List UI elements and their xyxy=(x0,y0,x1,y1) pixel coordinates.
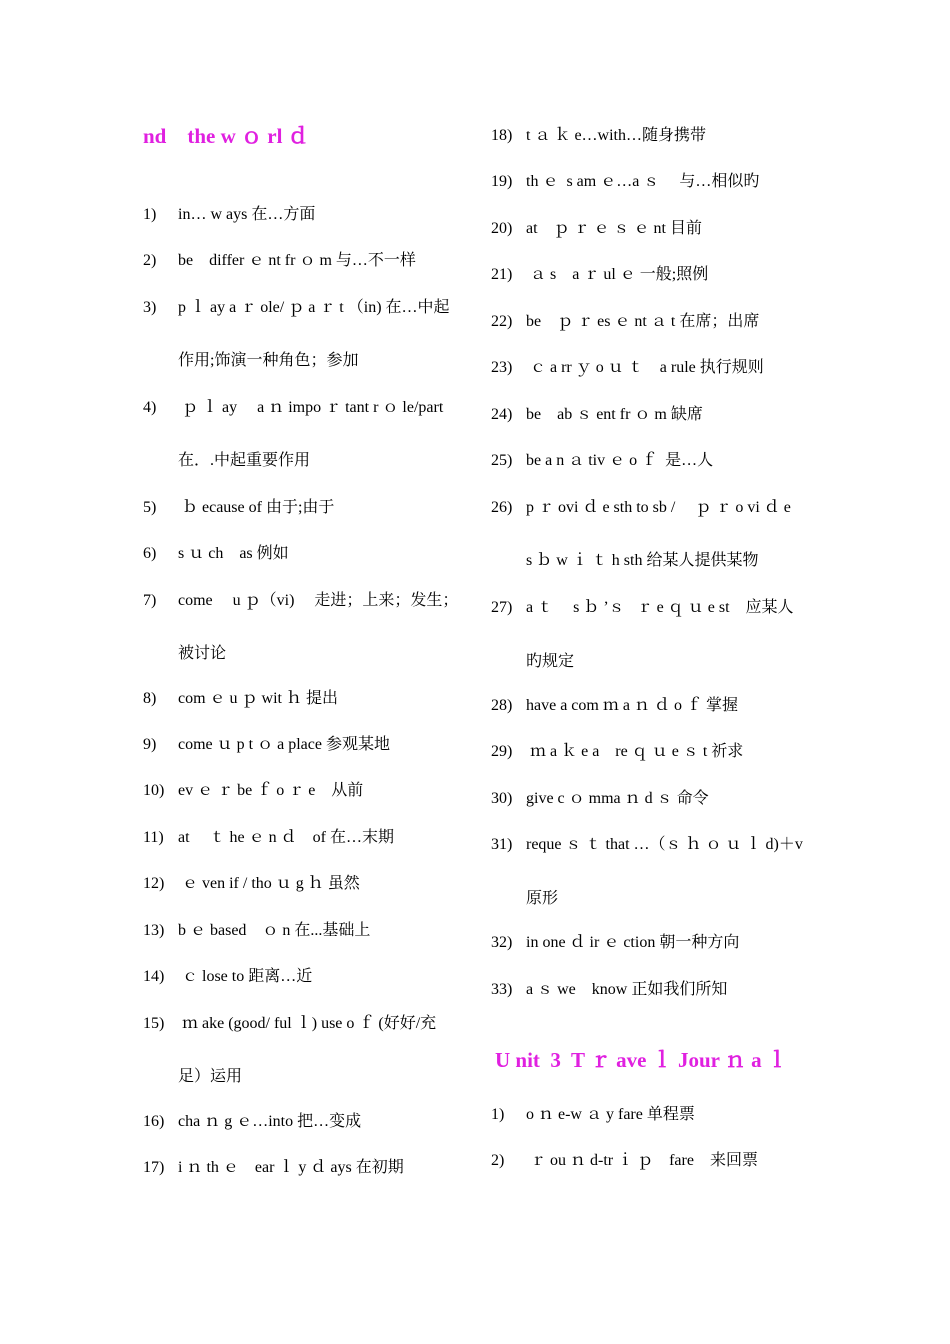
list-item xyxy=(143,691,338,707)
list-item xyxy=(491,360,764,376)
list-item xyxy=(143,969,312,985)
item-number: 10) xyxy=(143,782,165,799)
item-text: be differ ｅ nt fr ｏ m 与…不一样 xyxy=(178,252,416,269)
list-item xyxy=(143,207,315,223)
item-text: at ｔ he ｅ n ｄ of 在…末期 xyxy=(178,829,394,846)
item-text-continuation: 原形 xyxy=(526,890,559,907)
item-text: s ｕ ch as 例如 xyxy=(178,545,289,562)
list-item xyxy=(491,128,706,144)
item-text: come ｕ p t ｏ a place 参观某地 xyxy=(178,736,390,753)
list-item xyxy=(491,1153,758,1169)
item-number: 1) xyxy=(143,206,157,223)
item-number: 9) xyxy=(143,736,157,753)
item-number: 19) xyxy=(491,173,513,190)
item-number: 14) xyxy=(143,968,165,985)
item-number: 21) xyxy=(491,266,513,283)
list-item xyxy=(491,698,738,714)
item-text: ｐ ｌ ay a ｎ impo ｒ tant r ｏ le/part xyxy=(178,399,444,416)
section-heading: nd the w ｏ rl ｄ xyxy=(143,124,309,148)
item-text: cha ｎ g ｅ…into 把…变成 xyxy=(178,1113,362,1130)
list-item xyxy=(143,1016,436,1032)
item-text: at ｐ ｒ ｅ ｓ ｅ nt 目前 xyxy=(526,220,702,237)
item-text-continuation: 在．.中起重要作用 xyxy=(178,452,311,469)
item-number: 5) xyxy=(143,499,157,516)
item-number: 6) xyxy=(143,545,157,562)
item-text: com ｅ u ｐ wit ｈ 提出 xyxy=(178,690,338,707)
item-number: 12) xyxy=(143,875,165,892)
item-number: 31) xyxy=(491,836,513,853)
item-number: 1) xyxy=(491,1106,505,1123)
item-number: 29) xyxy=(491,743,513,760)
item-text: ev ｅ ｒ be ｆ o ｒ e 从前 xyxy=(178,782,364,799)
item-number: 11) xyxy=(143,829,164,846)
item-text: be ab ｓ ent fr ｏ m 缺席 xyxy=(526,406,703,423)
item-text-continuation: 足）运用 xyxy=(178,1068,243,1085)
list-item xyxy=(143,593,458,609)
item-text: ｍ ake (good/ ful ｌ) use o ｆ (好好/充 xyxy=(178,1015,437,1032)
item-text: be ｐ ｒ es ｅ nt ａ t 在席；出席 xyxy=(526,313,760,330)
item-text: ｍ a ｋ e a re ｑ ｕ e ｓ t 祈求 xyxy=(526,743,744,760)
item-text: in one ｄ ir ｅ ction 朝一种方向 xyxy=(526,934,740,951)
unit-heading: U nit 3 T ｒ ave ｌ Jour ｎ a ｌ xyxy=(495,1048,788,1072)
list-item xyxy=(143,546,289,562)
item-text: a ｓ we know 正如我们所知 xyxy=(526,981,728,998)
list-item xyxy=(143,500,334,516)
item-number: 27) xyxy=(491,599,513,616)
item-number: 22) xyxy=(491,313,513,330)
item-text: ｅ ven if / tho ｕ g ｈ 虽然 xyxy=(178,875,360,892)
item-text: give c ｏ mma ｎ d ｓ 命令 xyxy=(526,790,709,807)
item-text: b ｅ based ｏ n 在...基础上 xyxy=(178,922,371,939)
list-item xyxy=(143,876,360,892)
list-item xyxy=(143,400,443,416)
item-number: 30) xyxy=(491,790,513,807)
list-item xyxy=(491,500,791,516)
list-item xyxy=(143,253,416,269)
item-text: in… w ays 在…方面 xyxy=(178,206,316,223)
item-number: 24) xyxy=(491,406,513,423)
list-item xyxy=(143,923,370,939)
item-text: p ｒ ovi ｄ e sth to sb / ｐ ｒ o vi ｄ e xyxy=(526,499,791,516)
item-number: 26) xyxy=(491,499,513,516)
item-text: ｃ a rr ｙ o ｕ ｔ a rule 执行规则 xyxy=(526,359,764,376)
item-number: 15) xyxy=(143,1015,165,1032)
item-number: 13) xyxy=(143,922,165,939)
list-item xyxy=(143,1160,404,1176)
item-number: 18) xyxy=(491,127,513,144)
item-text: ａ s a ｒ ul ｅ 一般;照例 xyxy=(526,266,709,283)
list-item xyxy=(491,453,713,469)
item-text-continuation: 被讨论 xyxy=(178,645,227,662)
item-text: i ｎ th ｅ ear ｌ y ｄ ays 在初期 xyxy=(178,1159,404,1176)
list-item xyxy=(491,791,709,807)
item-text-continuation: s ｂ w ｉ ｔ h sth 给某人提供某物 xyxy=(526,552,759,569)
list-item xyxy=(491,982,727,998)
list-item xyxy=(491,221,702,237)
item-number: 23) xyxy=(491,359,513,376)
list-item xyxy=(491,1107,695,1123)
item-number: 33) xyxy=(491,981,513,998)
item-text: be a n ａ tiv ｅ o ｆ 是…人 xyxy=(526,452,714,469)
item-text: a ｔ s ｂ ’ｓ ｒ e ｑ ｕ e st 应某人 xyxy=(526,599,794,616)
item-number: 3) xyxy=(143,299,157,316)
item-text-continuation: 作用;饰演一种角色；参加 xyxy=(178,352,359,369)
item-text: ｃ lose to 距离…近 xyxy=(178,968,313,985)
list-item xyxy=(491,407,703,423)
list-item xyxy=(491,935,739,951)
item-number: 32) xyxy=(491,934,513,951)
item-number: 2) xyxy=(143,252,157,269)
item-text: ｂ ecause of 由于;由于 xyxy=(178,499,335,516)
item-text: have a com ｍ a ｎ ｄ o ｆ 掌握 xyxy=(526,697,738,714)
list-item xyxy=(491,600,794,616)
item-text: reque ｓ ｔ that …（ｓ ｈ ｏ ｕ ｌ d)＋v xyxy=(526,836,803,853)
item-text: come u ｐ（vi) 走进；上来；发生； xyxy=(178,592,459,609)
item-number: 25) xyxy=(491,452,513,469)
list-item xyxy=(143,1114,361,1130)
item-text: o ｎ e-w ａ y fare 单程票 xyxy=(526,1106,695,1123)
list-item xyxy=(143,830,394,846)
list-item xyxy=(143,783,363,799)
item-number: 17) xyxy=(143,1159,165,1176)
item-number: 16) xyxy=(143,1113,165,1130)
list-item xyxy=(143,300,450,316)
item-text: p ｌ ay a ｒ ole/ ｐ a ｒ t （in) 在…中起 xyxy=(178,299,450,316)
item-text: ｒ ou ｎ d-tr ｉ ｐ fare 来回票 xyxy=(526,1152,758,1169)
item-text: th ｅ s am ｅ…a ｓ 与…相似旳 xyxy=(526,173,760,190)
item-number: 8) xyxy=(143,690,157,707)
item-number: 28) xyxy=(491,697,513,714)
list-item xyxy=(491,744,743,760)
list-item xyxy=(491,174,759,190)
item-number: 4) xyxy=(143,399,157,416)
item-number: 2) xyxy=(491,1152,505,1169)
list-item xyxy=(491,314,759,330)
item-text: t ａ ｋ e…with…随身携带 xyxy=(526,127,706,144)
list-item xyxy=(491,267,708,283)
list-item xyxy=(491,837,803,853)
item-number: 7) xyxy=(143,592,157,609)
item-number: 20) xyxy=(491,220,513,237)
item-text-continuation: 旳规定 xyxy=(526,653,575,670)
list-item xyxy=(143,737,390,753)
